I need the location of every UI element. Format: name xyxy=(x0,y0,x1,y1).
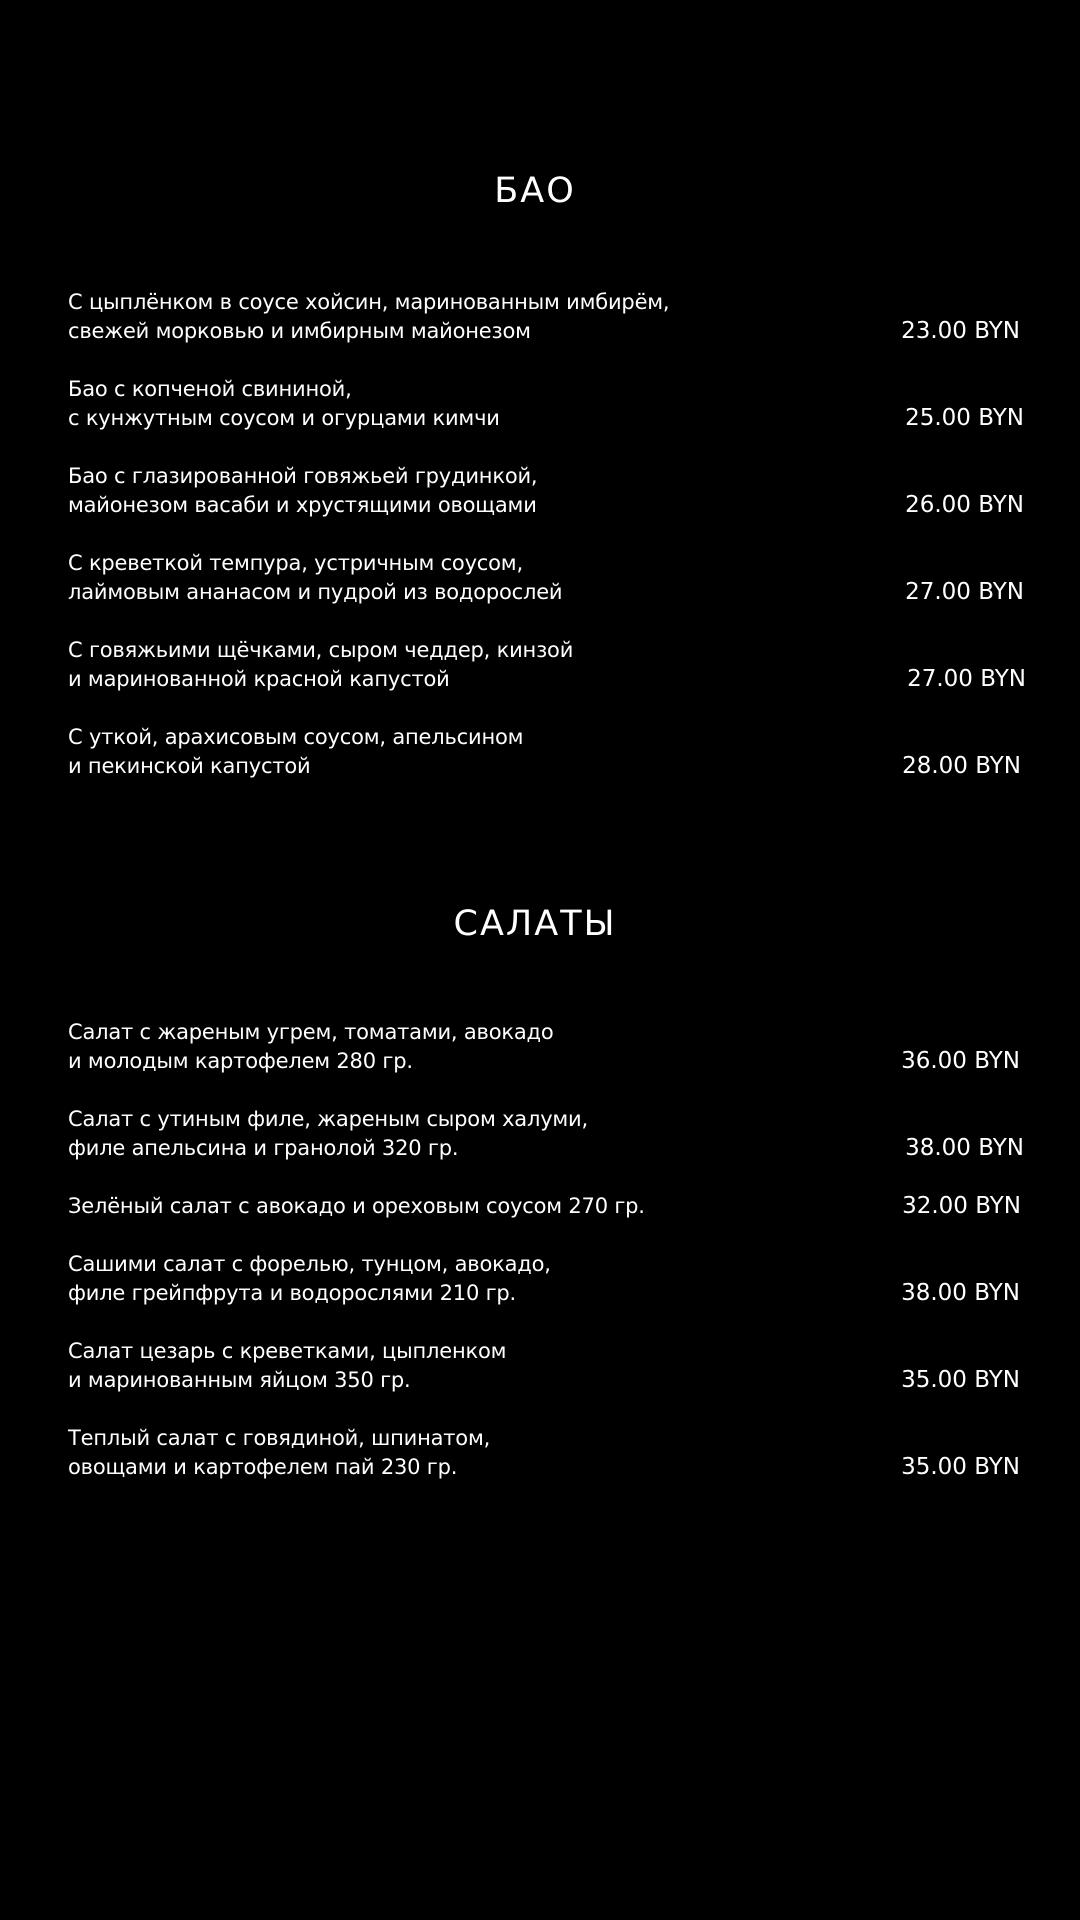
item-price: 35.00 BYN xyxy=(901,1367,1020,1393)
item-line: Салат с жареным угрем, томатами, авокадо xyxy=(68,1020,554,1044)
item-line: и маринованным яйцом 350 гр. xyxy=(68,1368,411,1392)
item-description xyxy=(68,288,828,346)
item-price: 27.00 BYN xyxy=(905,579,1024,605)
item-line: и молодым картофелем 280 гр. xyxy=(68,1049,413,1073)
menu-item xyxy=(68,1335,1018,1395)
item-line: овощами и картофелем пай 230 гр. xyxy=(68,1455,458,1479)
item-line: Зелёный салат с авокадо и ореховым соусом 270 гр. xyxy=(68,1194,645,1218)
item-line: свежей морковью и имбирным майонезом xyxy=(68,319,531,343)
item-price: 35.00 BYN xyxy=(901,1454,1020,1480)
item-price: 23.00 BYN xyxy=(901,318,1020,344)
section-title-salads: САЛАТЫ xyxy=(453,904,617,944)
item-description xyxy=(68,636,828,694)
item-line: филе грейпфрута и водорослями 210 гр. xyxy=(68,1281,517,1305)
item-price: 27.00 BYN xyxy=(907,666,1026,692)
item-line: майонезом васаби и хрустящими овощами xyxy=(68,493,537,517)
menu-item xyxy=(68,1016,1018,1076)
menu-item xyxy=(68,547,1024,607)
item-price: 26.00 BYN xyxy=(905,492,1024,518)
item-description xyxy=(68,1018,828,1076)
item-line: Салат с утиным филе, жареным сыром халуми, xyxy=(68,1107,588,1131)
item-description xyxy=(68,375,828,433)
menu-item xyxy=(68,1422,1018,1482)
item-description xyxy=(68,1424,828,1482)
item-line: Салат цезарь с креветками, цыпленком xyxy=(68,1339,507,1363)
item-line: С креветкой темпура, устричным соусом, xyxy=(68,551,523,575)
item-line: С уткой, арахисовым соусом, апельсином xyxy=(68,725,524,749)
item-description xyxy=(68,1105,828,1163)
item-description xyxy=(68,1192,828,1221)
section-title-bao: БАО xyxy=(494,171,576,211)
item-line: С цыплёнком в соусе хойсин, маринованным имбирём, xyxy=(68,290,670,314)
item-line: лаймовым ананасом и пудрой из водорослей xyxy=(68,580,563,604)
menu-item xyxy=(68,721,1021,781)
item-price: 38.00 BYN xyxy=(901,1280,1020,1306)
item-description xyxy=(68,1337,828,1395)
item-description xyxy=(68,462,828,520)
menu-item xyxy=(68,373,1024,433)
item-line: и пекинской капустой xyxy=(68,754,311,778)
item-line: Бао с копченой свининой, xyxy=(68,377,352,401)
menu-item xyxy=(68,1190,1021,1221)
menu-item xyxy=(68,286,1018,346)
menu-item xyxy=(68,1248,1018,1308)
item-price: 25.00 BYN xyxy=(905,405,1024,431)
item-description xyxy=(68,1250,828,1308)
menu-item xyxy=(68,1103,1024,1163)
item-line: Теплый салат с говядиной, шпинатом, xyxy=(68,1426,491,1450)
menu-item xyxy=(68,460,1024,520)
menu-item xyxy=(68,634,1026,694)
item-price: 36.00 BYN xyxy=(901,1048,1020,1074)
item-description xyxy=(68,723,828,781)
item-line: Сашими салат с форелью, тунцом, авокадо, xyxy=(68,1252,551,1276)
item-line: Бао с глазированной говяжьей грудинкой, xyxy=(68,464,538,488)
item-price: 28.00 BYN xyxy=(902,753,1021,779)
item-line: с кунжутным соусом и огурцами кимчи xyxy=(68,406,500,430)
item-line: и маринованной красной капустой xyxy=(68,667,450,691)
item-description xyxy=(68,549,828,607)
item-price: 32.00 BYN xyxy=(902,1193,1021,1219)
item-price: 38.00 BYN xyxy=(905,1135,1024,1161)
item-line: С говяжьими щёчками, сыром чеддер, кинзой xyxy=(68,638,574,662)
item-line: филе апельсина и гранолой 320 гр. xyxy=(68,1136,459,1160)
